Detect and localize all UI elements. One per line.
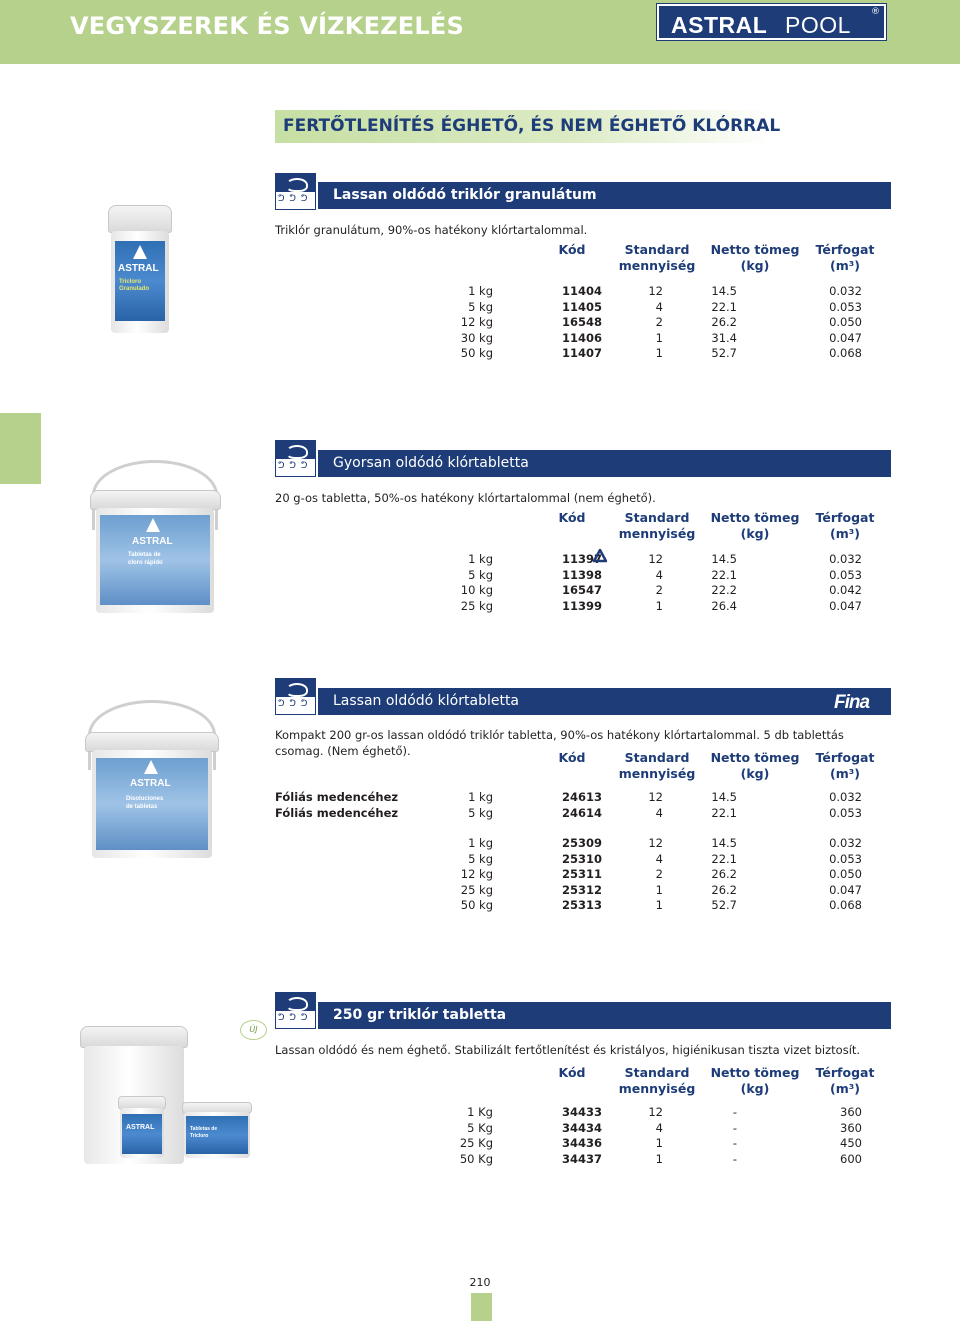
cell-net: 14.5 xyxy=(711,836,737,850)
image-line2: de tabletas xyxy=(126,804,158,810)
product-title-bar xyxy=(318,688,891,715)
cell-vol: 0.032 xyxy=(829,284,862,298)
cell-code: 34437 xyxy=(561,1151,602,1166)
product-title: 250 gr triklór tabletta xyxy=(333,1007,507,1023)
col-net-2: (kg) xyxy=(740,258,770,273)
cell-size: 5 kg xyxy=(468,299,493,314)
image-line2: Tricloro xyxy=(190,1133,209,1139)
cell-std: 12 xyxy=(648,836,663,850)
product-image-granulate xyxy=(105,205,175,335)
cell-net: 26.4 xyxy=(711,598,737,613)
cell-code: 25312 xyxy=(561,882,602,897)
product-title-bar xyxy=(318,1002,891,1029)
cell-std: 1 xyxy=(655,1151,663,1166)
col-net-2: (kg) xyxy=(740,526,770,541)
product-title: Lassan oldódó klórtabletta xyxy=(333,693,520,709)
cell-vol: 0.032 xyxy=(829,790,862,804)
cell-std: 2 xyxy=(655,867,663,882)
cell-code: 11399 xyxy=(561,598,602,613)
col-std-2: mennyiség xyxy=(618,258,696,273)
cell-code: 16548 xyxy=(561,315,602,330)
fina-brand-logo xyxy=(828,689,890,715)
cell-vol: 360 xyxy=(840,1120,862,1135)
section-heading xyxy=(275,110,781,143)
page-title: VEGYSZEREK ÉS VÍZKEZELÉS xyxy=(70,12,464,40)
cell-vol: 0.042 xyxy=(829,583,862,598)
cell-code: 34436 xyxy=(561,1136,602,1151)
cell-vol: 0.050 xyxy=(829,315,862,330)
col-kod: Kód xyxy=(558,750,586,765)
cell-vol: 0.032 xyxy=(829,836,862,850)
cell-std: 4 xyxy=(655,567,663,582)
cell-code: 25310 xyxy=(561,851,602,866)
col-kod: Kód xyxy=(558,1065,586,1080)
logo-text-bold: ASTRAL xyxy=(671,12,768,38)
col-net-2: (kg) xyxy=(740,1081,770,1096)
image-line1: Tabletas de xyxy=(128,552,161,558)
product-title: Lassan oldódó triklór granulátum xyxy=(333,187,597,203)
cell-code: 34434 xyxy=(561,1120,602,1135)
cell-code: 24613 xyxy=(561,790,602,804)
cell-std: 1 xyxy=(655,330,663,345)
cell-code: 11398 xyxy=(561,567,602,582)
product-image-slow-tablets xyxy=(82,700,222,860)
new-badge: ÚJ xyxy=(240,1020,267,1040)
cell-net: 14.5 xyxy=(711,552,737,566)
col-vol-2: (m³) xyxy=(830,766,860,781)
cell-net: 22.1 xyxy=(711,299,737,314)
col-vol: Térfogat xyxy=(815,510,875,525)
image-line2: Granulado xyxy=(119,286,150,292)
cell-size: 30 kg xyxy=(460,330,493,345)
cell-vol: 450 xyxy=(840,1136,862,1151)
cell-vol: 600 xyxy=(840,1151,862,1166)
cell-std: 2 xyxy=(655,583,663,598)
side-tab-marker xyxy=(0,413,41,484)
cell-size: 25 Kg xyxy=(459,1136,493,1151)
cell-size: 50 kg xyxy=(460,346,493,361)
cell-size: 5 kg xyxy=(468,805,493,820)
cell-vol: 360 xyxy=(840,1105,862,1119)
cell-net: 52.7 xyxy=(711,346,737,361)
new-product-triangle-icon xyxy=(593,549,607,563)
cell-vol: 0.068 xyxy=(829,898,862,913)
cell-net: - xyxy=(732,1105,737,1119)
image-line1: Tabletas de xyxy=(190,1126,218,1132)
header-bar xyxy=(0,0,960,64)
cell-code: 34433 xyxy=(561,1105,602,1119)
image-brand-text: ASTRAL xyxy=(126,1124,155,1131)
cell-vol: 0.053 xyxy=(829,851,862,866)
product-category-icon: ᕤ ᕤ ᕤ xyxy=(275,173,316,210)
cell-size: 5 kg xyxy=(468,567,493,582)
cell-size: 1 kg xyxy=(468,552,493,566)
col-vol-2: (m³) xyxy=(830,526,860,541)
image-brand-text: ASTRAL xyxy=(130,778,171,789)
cell-net: 26.2 xyxy=(711,867,737,882)
cell-net: 22.1 xyxy=(711,805,737,820)
col-vol: Térfogat xyxy=(815,750,875,765)
cell-std: 4 xyxy=(655,1120,663,1135)
col-kod: Kód xyxy=(558,510,586,525)
cell-net: 22.2 xyxy=(711,583,737,598)
image-line1: Disoluciones xyxy=(126,796,164,802)
cell-label: Fóliás medencéhez xyxy=(275,805,399,820)
cell-std: 1 xyxy=(655,882,663,897)
col-vol: Térfogat xyxy=(815,1065,875,1080)
cell-label: Fóliás medencéhez xyxy=(275,790,399,804)
image-brand-text: ASTRAL xyxy=(132,536,173,547)
cell-code: 11406 xyxy=(561,330,602,345)
cell-vol: 0.047 xyxy=(829,882,862,897)
cell-code: 25309 xyxy=(561,836,602,850)
footer-tab-marker xyxy=(471,1293,492,1321)
col-vol: Térfogat xyxy=(815,242,875,257)
col-std-2: mennyiség xyxy=(618,766,696,781)
cell-vol: 0.053 xyxy=(829,805,862,820)
product-category-icon: ᕤ ᕤ ᕤ xyxy=(275,440,316,477)
col-std-2: mennyiség xyxy=(618,526,696,541)
cell-net: 22.1 xyxy=(711,851,737,866)
product-image-250g-tablets xyxy=(78,1026,278,1166)
col-std: Standard xyxy=(624,1065,690,1080)
col-net: Netto tömeg xyxy=(710,750,800,765)
col-kod: Kód xyxy=(558,242,586,257)
image-brand-text: ASTRAL xyxy=(118,263,159,274)
product-title-bar xyxy=(318,182,891,209)
cell-vol: 0.068 xyxy=(829,346,862,361)
cell-net: 26.2 xyxy=(711,315,737,330)
cell-code: 16547 xyxy=(561,583,602,598)
cell-size: 12 kg xyxy=(460,315,493,330)
cell-std: 12 xyxy=(648,284,663,298)
col-net: Netto tömeg xyxy=(710,510,800,525)
col-vol-2: (m³) xyxy=(830,258,860,273)
cell-code: 11407 xyxy=(561,346,602,361)
cell-size: 50 kg xyxy=(460,898,493,913)
col-std: Standard xyxy=(624,750,690,765)
col-std: Standard xyxy=(624,510,690,525)
cell-size: 1 Kg xyxy=(467,1105,493,1119)
cell-net: 22.1 xyxy=(711,567,737,582)
cell-std: 1 xyxy=(655,346,663,361)
image-line1: Tricloro xyxy=(119,279,142,285)
section-title: FERTŐTLENÍTÉS ÉGHETŐ, ÉS NEM ÉGHETŐ KLÓRRAL xyxy=(283,116,781,136)
product-description: Triklór granulátum, 90%-os hatékony klórtartalommal. xyxy=(275,223,588,237)
cell-size: 12 kg xyxy=(460,867,493,882)
cell-net: 31.4 xyxy=(711,330,737,345)
product-description: Kompakt 200 gr-os lassan oldódó triklór tabletta, 90%-os hatékony klórtartalommal. 5 db tablettás csomag. (Nem éghető). xyxy=(275,728,844,758)
cell-size: 5 Kg xyxy=(467,1120,493,1135)
cell-size: 1 kg xyxy=(468,284,493,298)
cell-std: 4 xyxy=(655,299,663,314)
logo-text-light: POOL xyxy=(785,12,851,38)
cell-net: 52.7 xyxy=(711,898,737,913)
cell-size: 5 kg xyxy=(468,851,493,866)
cell-vol: 0.050 xyxy=(829,867,862,882)
cell-size: 1 kg xyxy=(468,790,493,804)
logo-registered-mark: ® xyxy=(871,7,880,17)
cell-code: 24614 xyxy=(561,805,602,820)
cell-std: 12 xyxy=(648,552,663,566)
cell-std: 4 xyxy=(655,805,663,820)
cell-net: 14.5 xyxy=(711,790,737,804)
col-net: Netto tömeg xyxy=(710,242,800,257)
cell-net: 14.5 xyxy=(711,284,737,298)
cell-net: 26.2 xyxy=(711,882,737,897)
col-std: Standard xyxy=(624,242,690,257)
col-std-2: mennyiség xyxy=(618,1081,696,1096)
cell-size: 10 kg xyxy=(460,583,493,598)
cell-net: - xyxy=(732,1151,737,1166)
cell-vol: 0.047 xyxy=(829,330,862,345)
fina-logo-text: Fina xyxy=(834,692,870,713)
cell-net: - xyxy=(732,1136,737,1151)
col-net: Netto tömeg xyxy=(710,1065,800,1080)
cell-code: 25311 xyxy=(561,867,602,882)
cell-std: 1 xyxy=(655,1136,663,1151)
cell-std: 2 xyxy=(655,315,663,330)
cell-std: 1 xyxy=(655,598,663,613)
cell-std: 12 xyxy=(648,1105,663,1119)
product-category-icon: ᕤ ᕤ ᕤ xyxy=(275,678,316,715)
product-title: Gyorsan oldódó klórtabletta xyxy=(333,455,529,471)
cell-size: 1 kg xyxy=(468,836,493,850)
cell-vol: 0.053 xyxy=(829,567,862,582)
cell-std: 12 xyxy=(648,790,663,804)
cell-code: 25313 xyxy=(561,898,602,913)
product-category-icon: ᕤ ᕤ ᕤ xyxy=(275,992,316,1029)
col-vol-2: (m³) xyxy=(830,1081,860,1096)
cell-code: 11397 xyxy=(561,552,602,566)
cell-vol: 0.047 xyxy=(829,598,862,613)
product-image-fast-tablets xyxy=(88,460,223,615)
cell-net: - xyxy=(732,1120,737,1135)
cell-code: 11405 xyxy=(561,299,602,314)
cell-size: 25 kg xyxy=(460,598,493,613)
image-line2: cloro rápido xyxy=(128,560,163,566)
product-description: 20 g-os tabletta, 50%-os hatékony klórtartalommal (nem éghető). xyxy=(275,491,656,505)
page-number: 210 xyxy=(469,1276,491,1289)
astralpool-logo xyxy=(657,4,886,40)
product-description: Lassan oldódó és nem éghető. Stabilizált fertőtlenítést és kristályos, higiénikusan tiszta vizet biztosít. xyxy=(275,1043,861,1057)
cell-vol: 0.032 xyxy=(829,552,862,566)
cell-std: 1 xyxy=(655,898,663,913)
product-title-bar xyxy=(318,450,891,477)
col-net-2: (kg) xyxy=(740,766,770,781)
cell-std: 4 xyxy=(655,851,663,866)
cell-size: 25 kg xyxy=(460,882,493,897)
cell-size: 50 Kg xyxy=(459,1151,493,1166)
cell-vol: 0.053 xyxy=(829,299,862,314)
cell-code: 11404 xyxy=(561,284,602,298)
